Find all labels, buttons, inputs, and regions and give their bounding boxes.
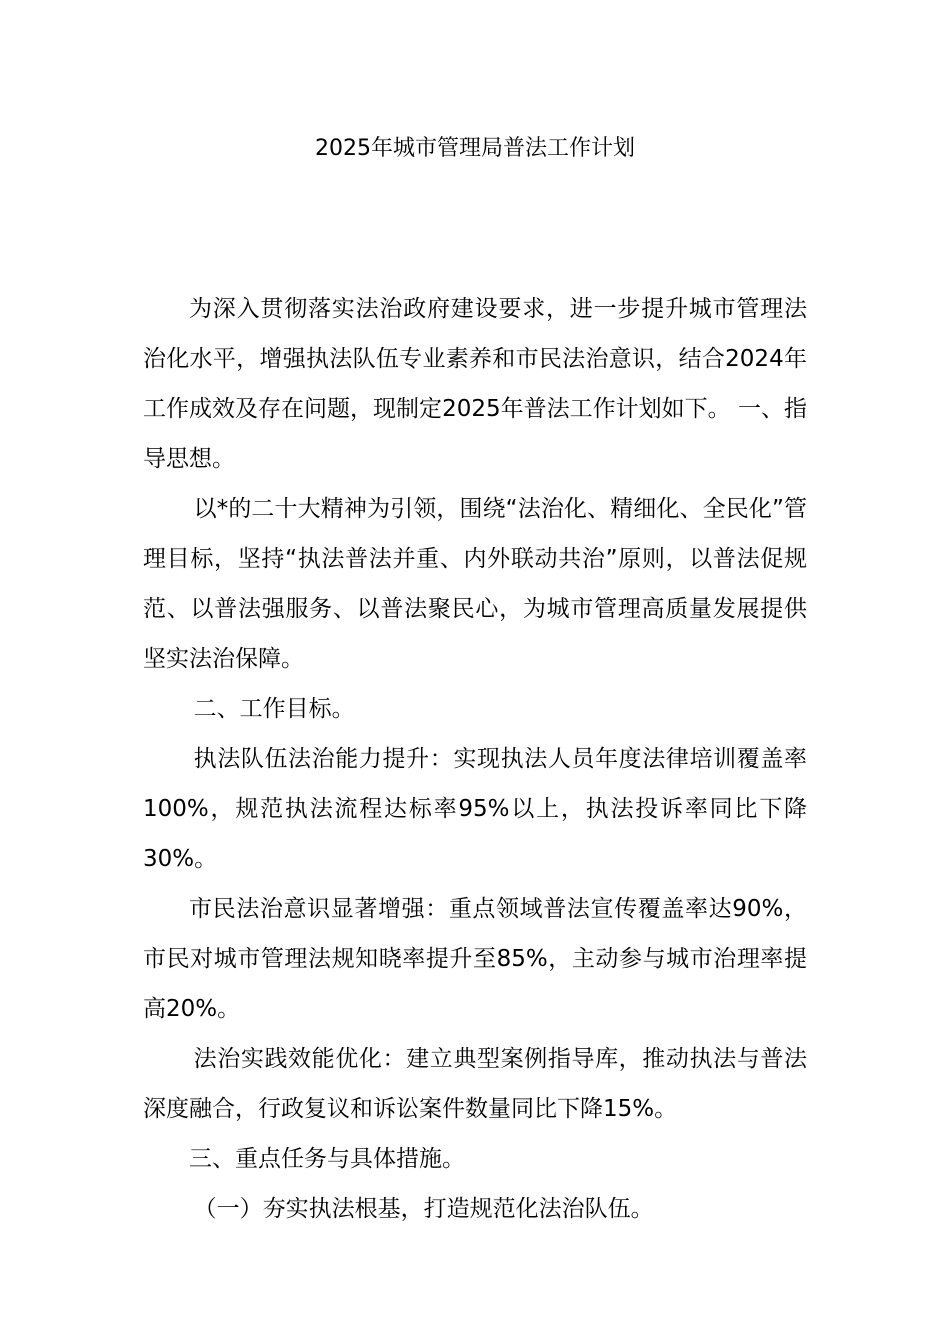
heading-work-goals: 二、工作目标。 [193,696,355,722]
paragraph-guiding-thought: 以*的二十大精神为引领，围绕“法治化、精细化、全民化”管理目标，坚持“执法普法并重、内外联动共治”原则，以普法促规范、以普法强服务、以普法聚民心，为城市管理高质量发展提供坚实法治保障。 [143,496,807,672]
subheading-task-one: （一）夯实执法根基，打造规范化法治队伍。 [193,1196,654,1222]
paragraph-goal-practice: 法治实践效能优化：建立典型案例指导库，推动执法与普法深度融合，行政复议和诉讼案件数量同比下降15%。 [143,1046,807,1122]
heading-key-tasks: 三、重点任务与具体措施。 [189,1146,465,1172]
paragraph-goal-law-enforcement: 执法队伍法治能力提升：实现执法人员年度法律培训覆盖率100%，规范执法流程达标率95%以上，执法投诉率同比下降30%。 [143,746,807,872]
document-title: 2025年城市管理局普法工作计划 [315,136,635,161]
paragraph-intro: 为深入贯彻落实法治政府建设要求，进一步提升城市管理法治化水平，增强执法队伍专业素养和市民法治意识，结合2024年工作成效及存在问题，现制定2025年普法工作计划如下。 一、指导思想。 [143,296,807,472]
document-body [143,284,807,1234]
paragraph-goal-citizen-awareness: 市民法治意识显著增强：重点领域普法宣传覆盖率达90%，市民对城市管理法规知晓率提升至85%，主动参与城市治理率提高20%。 [143,896,807,1022]
